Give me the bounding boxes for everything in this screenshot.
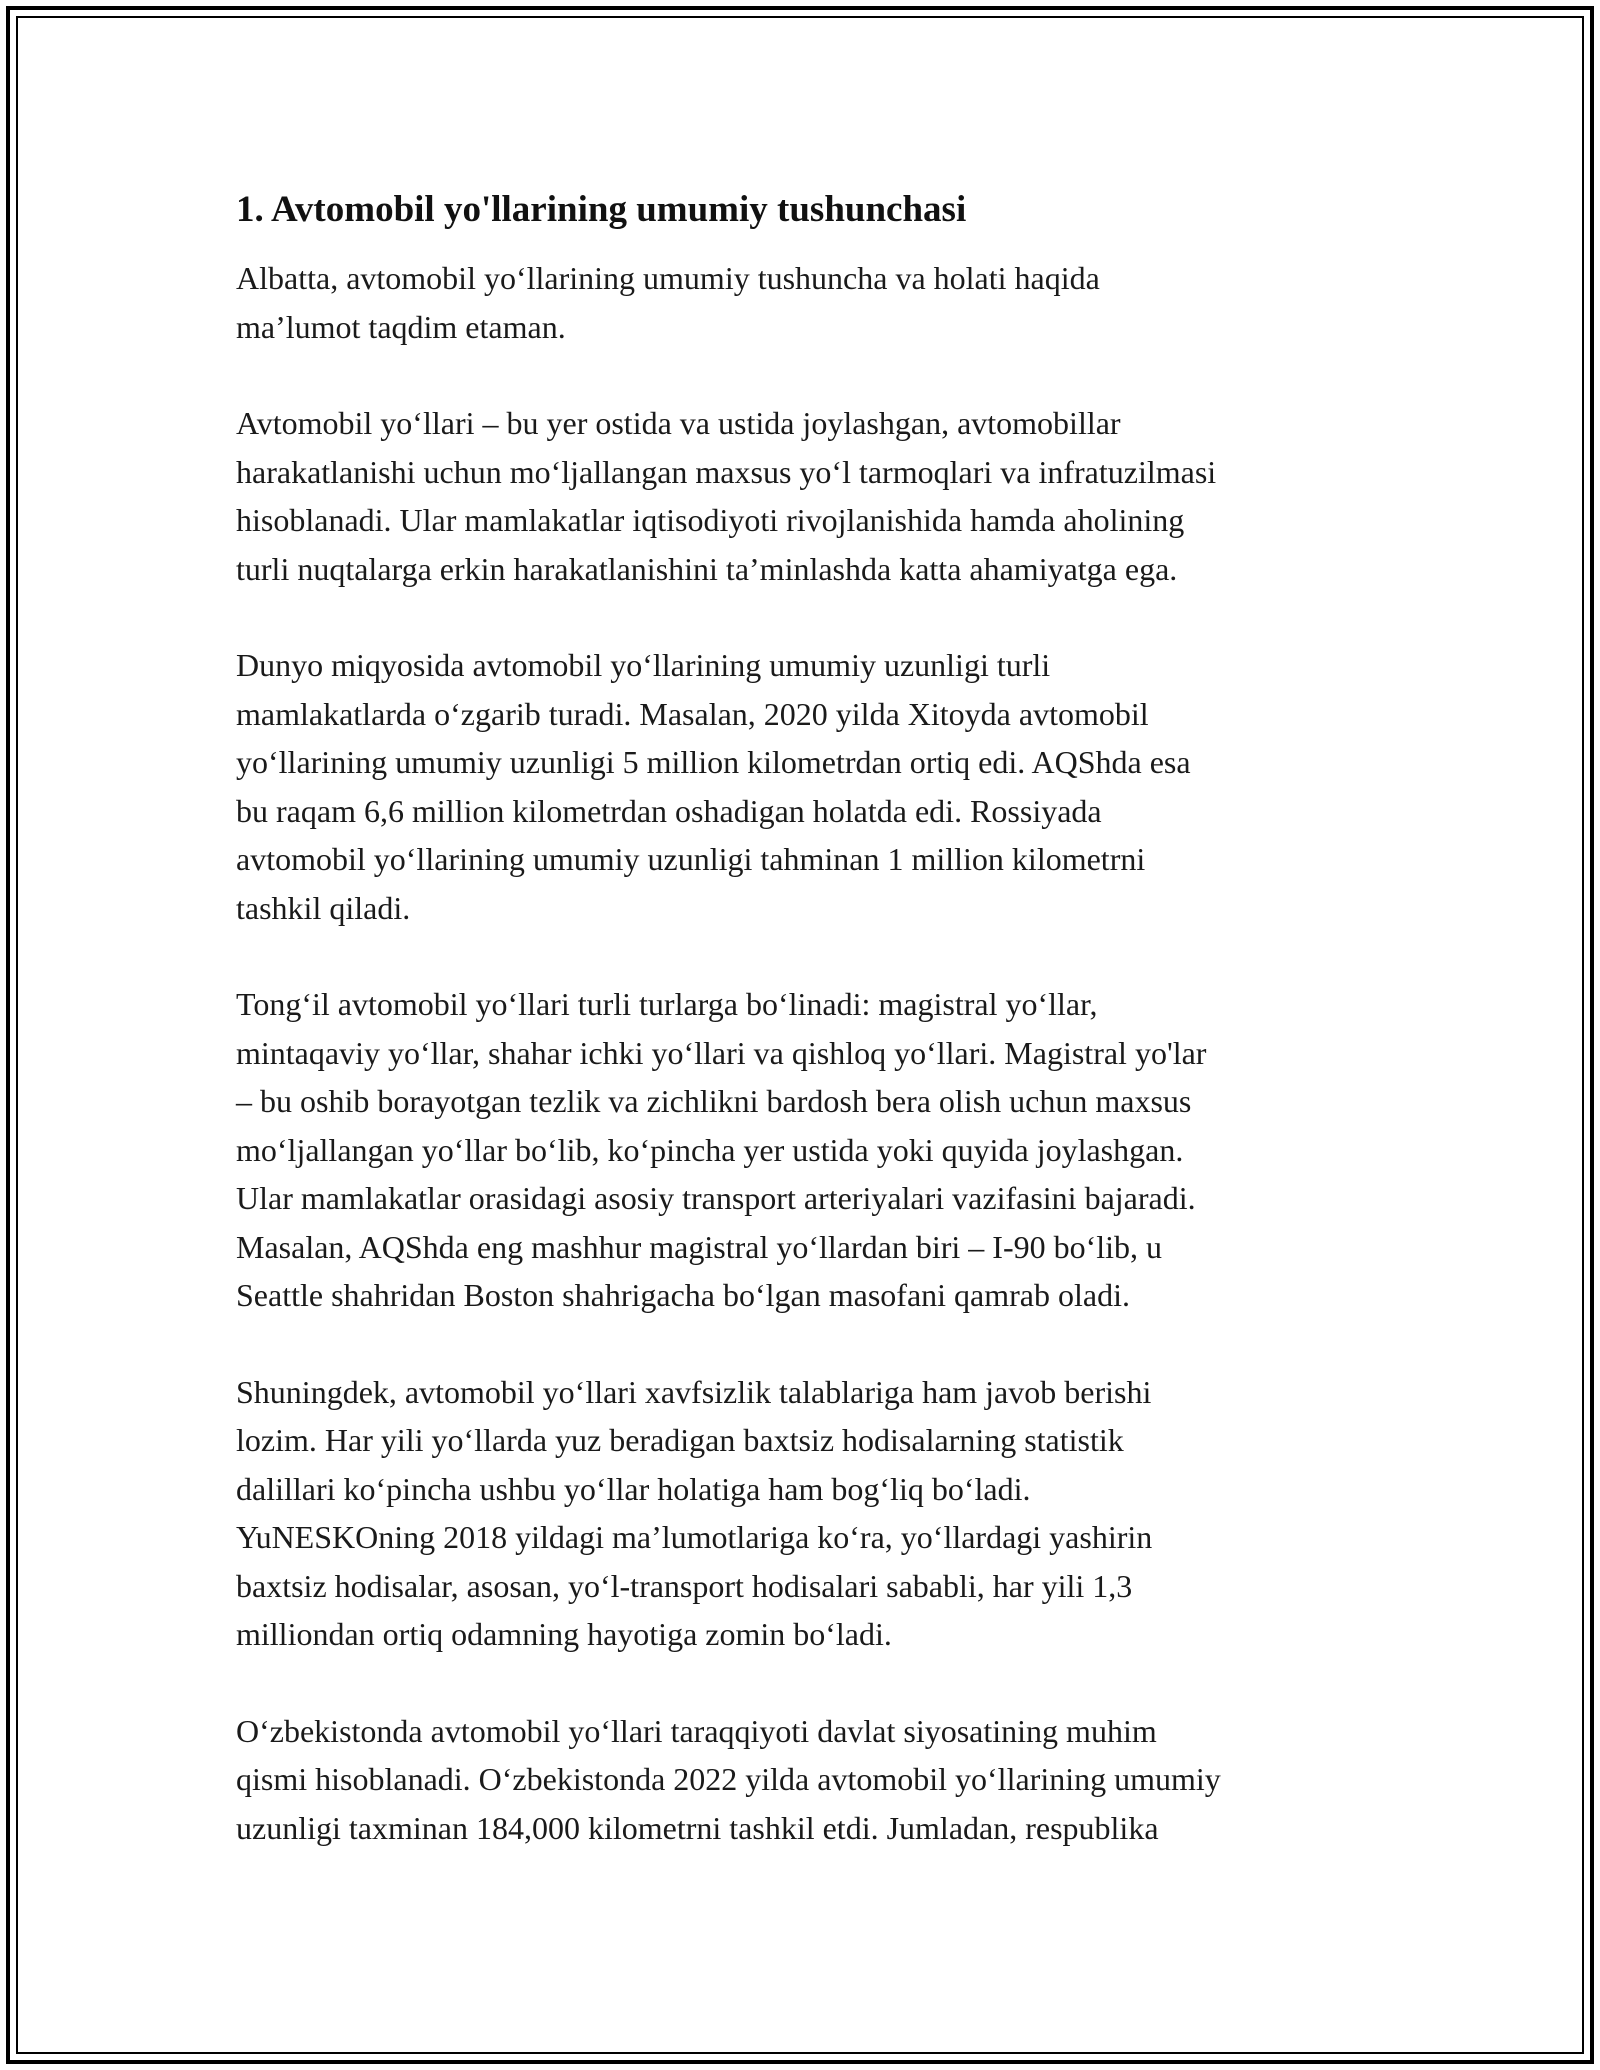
section-heading: 1. Avtomobil yo'llarining umumiy tushunchasi [236,189,967,230]
text-line: dalillari ko‘pincha ushbu yo‘llar holatiga ham bog‘liq bo‘ladi. [236,1470,1031,1507]
text-line: mamlakatlarda o‘zgarib turadi. Masalan, 2020 yilda Xitoyda avtomobil [236,695,1149,732]
text-line: O‘zbekistonda avtomobil yo‘llari taraqqiyoti davlat siyosatining muhim [236,1712,1157,1749]
paragraph-uzbekistan [236,1707,1376,1853]
text-line: bu raqam 6,6 million kilometrdan oshadigan holatda edi. Rossiyada [236,792,1102,829]
text-line: avtomobil yo‘llarining umumiy uzunligi tahminan 1 million kilometrni [236,841,1146,877]
text-line: tashkil qiladi. [236,889,411,926]
paragraph-definition [236,399,1376,593]
text-line: Tong‘il avtomobil yo‘llari turli turlarga bo‘linadi: magistral yo‘llar, [236,986,1098,1022]
text-line: uzunligi taxminan 184,000 kilometrni tashkil etdi. Jumladan, respublika [236,1809,1159,1846]
text-line: Albatta, avtomobil yo‘llarining umumiy tushuncha va holati haqida [236,260,1100,296]
text-line: qismi hisoblanadi. O‘zbekistonda 2022 yilda avtomobil yo‘llarining umumiy [236,1761,1221,1797]
text-line: Shuningdek, avtomobil yo‘llari xavfsizlik talablariga ham javob berishi [236,1373,1152,1410]
text-line: yo‘llarining umumiy uzunligi 5 million kilometrdan ortiq edi. AQShda esa [236,744,1191,780]
text-line: Dunyo miqyosida avtomobil yo‘llarining umumiy uzunligi turli [236,647,1051,683]
text-line: milliondan ortiq odamning hayotiga zomin bo‘ladi. [236,1616,892,1652]
text-line: baxtsiz hodisalar, asosan, yo‘l-transport hodisalari sababli, har yili 1,3 [236,1567,1133,1604]
document-body [236,186,1376,1900]
text-line: lozim. Har yili yo‘llarda yuz beradigan baxtsiz hodisalarning statistik [236,1422,1124,1458]
text-line: Ular mamlakatlar orasidagi asosiy transport arteriyalari vazifasini bajaradi. [236,1180,1196,1216]
text-line: Seattle shahridan Boston shahrigacha bo‘lgan masofani qamrab oladi. [236,1277,1130,1313]
text-line: ma’lumot taqdim etaman. [236,308,566,345]
paragraph-intro [236,254,1376,351]
text-line: mintaqaviy yo‘llar, shahar ichki yo‘llari va qishloq yo‘llari. Magistral yo'lar [236,1034,1207,1071]
paragraph-safety [236,1368,1376,1659]
paragraph-road-types [236,980,1376,1320]
text-line: harakatlanishi uchun mo‘ljallangan maxsus yo‘l tarmoqlari va infratuzilmasi [236,453,1217,490]
paragraph-world-lengths [236,641,1376,932]
text-line: turli nuqtalarga erkin harakatlanishini ta’minlashda katta ahamiyatga ega. [236,550,1178,587]
text-line: Avtomobil yo‘llari – bu yer ostida va ustida joylashgan, avtomobillar [236,405,1121,441]
text-line: – bu oshib borayotgan tezlik va zichlikni bardosh bera olish uchun maxsus [236,1083,1192,1119]
text-line: YuNESKOning 2018 yildagi ma’lumotlariga ko‘ra, yo‘llardagi yashirin [236,1519,1153,1555]
text-line: mo‘ljallangan yo‘llar bo‘lib, ko‘pincha yer ustida yoki quyida joylashgan. [236,1131,1184,1168]
text-line: Masalan, AQShda eng mashhur magistral yo‘llardan biri – I-90 bo‘lib, u [236,1228,1163,1265]
text-line: hisoblanadi. Ular mamlakatlar iqtisodiyoti rivojlanishida hamda aholining [236,502,1185,538]
